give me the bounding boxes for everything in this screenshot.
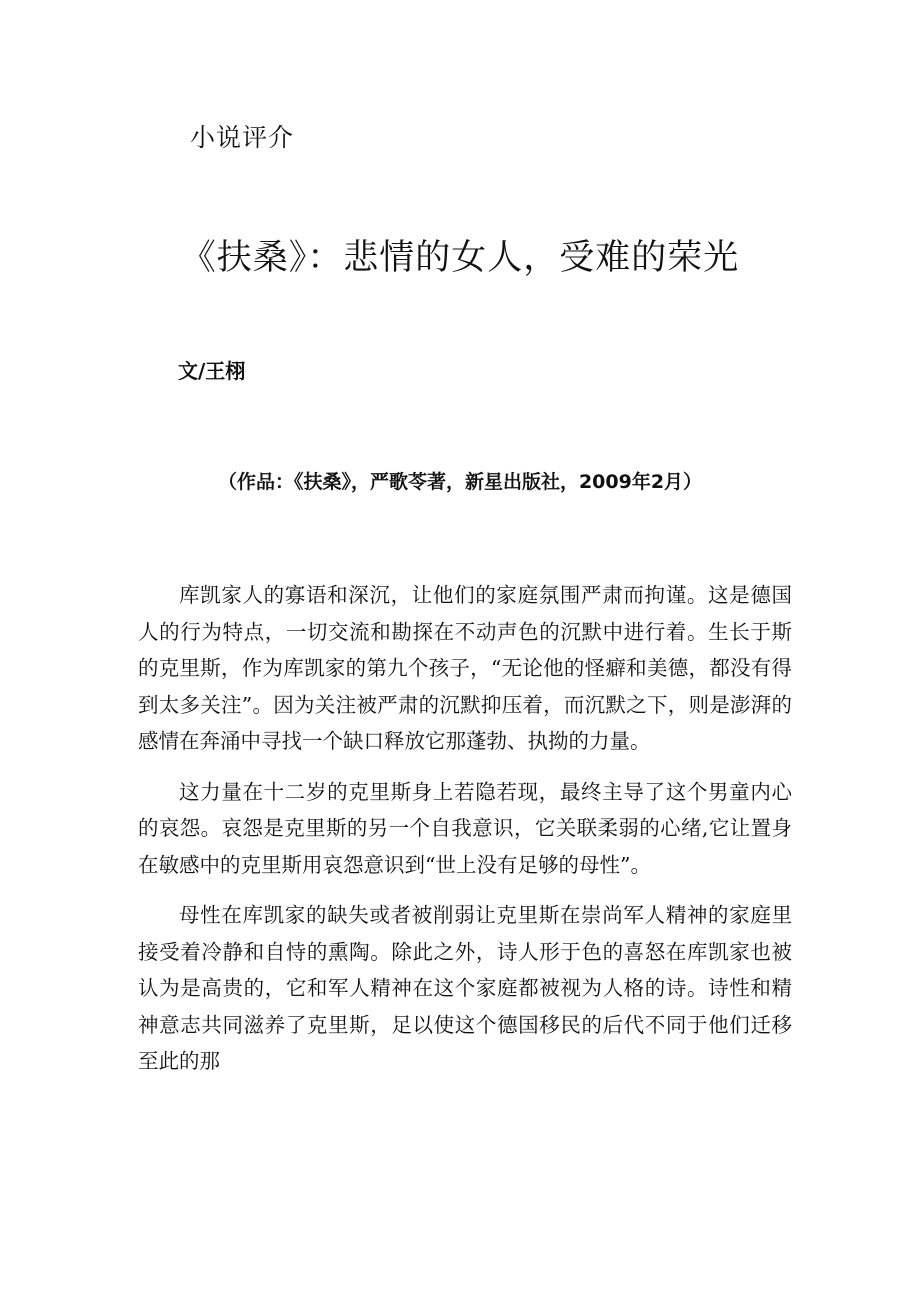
author-byline: 文/王栩: [178, 359, 246, 383]
paragraph: 库凯家人的寡语和深沉，让他们的家庭氛围严肃而拘谨。这是德国人的行为特点，一切交流和勘探在不动声色的沉默中进行着。生长于斯的克里斯，作为库凯家的第九个孩子，“无论他的怪癖和美德，都没有得到太多关注”。因为关注被严肃的沉默抑压着，而沉默之下，则是澎湃的感情在奔涌中寻找一个缺口释放它那蓬勃、执拗的力量。: [138, 583, 792, 753]
article-title: 《扶桑》：悲情的女人，受难的荣光: [180, 238, 740, 278]
article-body: [138, 577, 792, 1080]
work-info: （作品：《扶桑》，严歌苓著，新星出版社，2009年2月）: [217, 471, 703, 493]
section-label: 小说评介: [190, 123, 295, 152]
paragraph: 这力量在十二岁的克里斯身上若隐若现，最终主导了这个男童内心的哀怨。哀怨是克里斯的另一个自我意识，它关联柔弱的心绪,它让置身在敏感中的克里斯用哀怨意识到“世上没有足够的母性”。: [138, 779, 792, 877]
paragraph: 母性在库凯家的缺失或者被削弱让克里斯在崇尚军人精神的家庭里接受着冷静和自恃的熏陶。除此之外，诗人形于色的喜怒在库凯家也被认为是高贵的，它和军人精神在这个家庭都被视为人格的诗。诗性和精神意志共同滋养了克里斯，足以使这个德国移民的后代不同于他们迁移至此的那: [138, 903, 792, 1073]
